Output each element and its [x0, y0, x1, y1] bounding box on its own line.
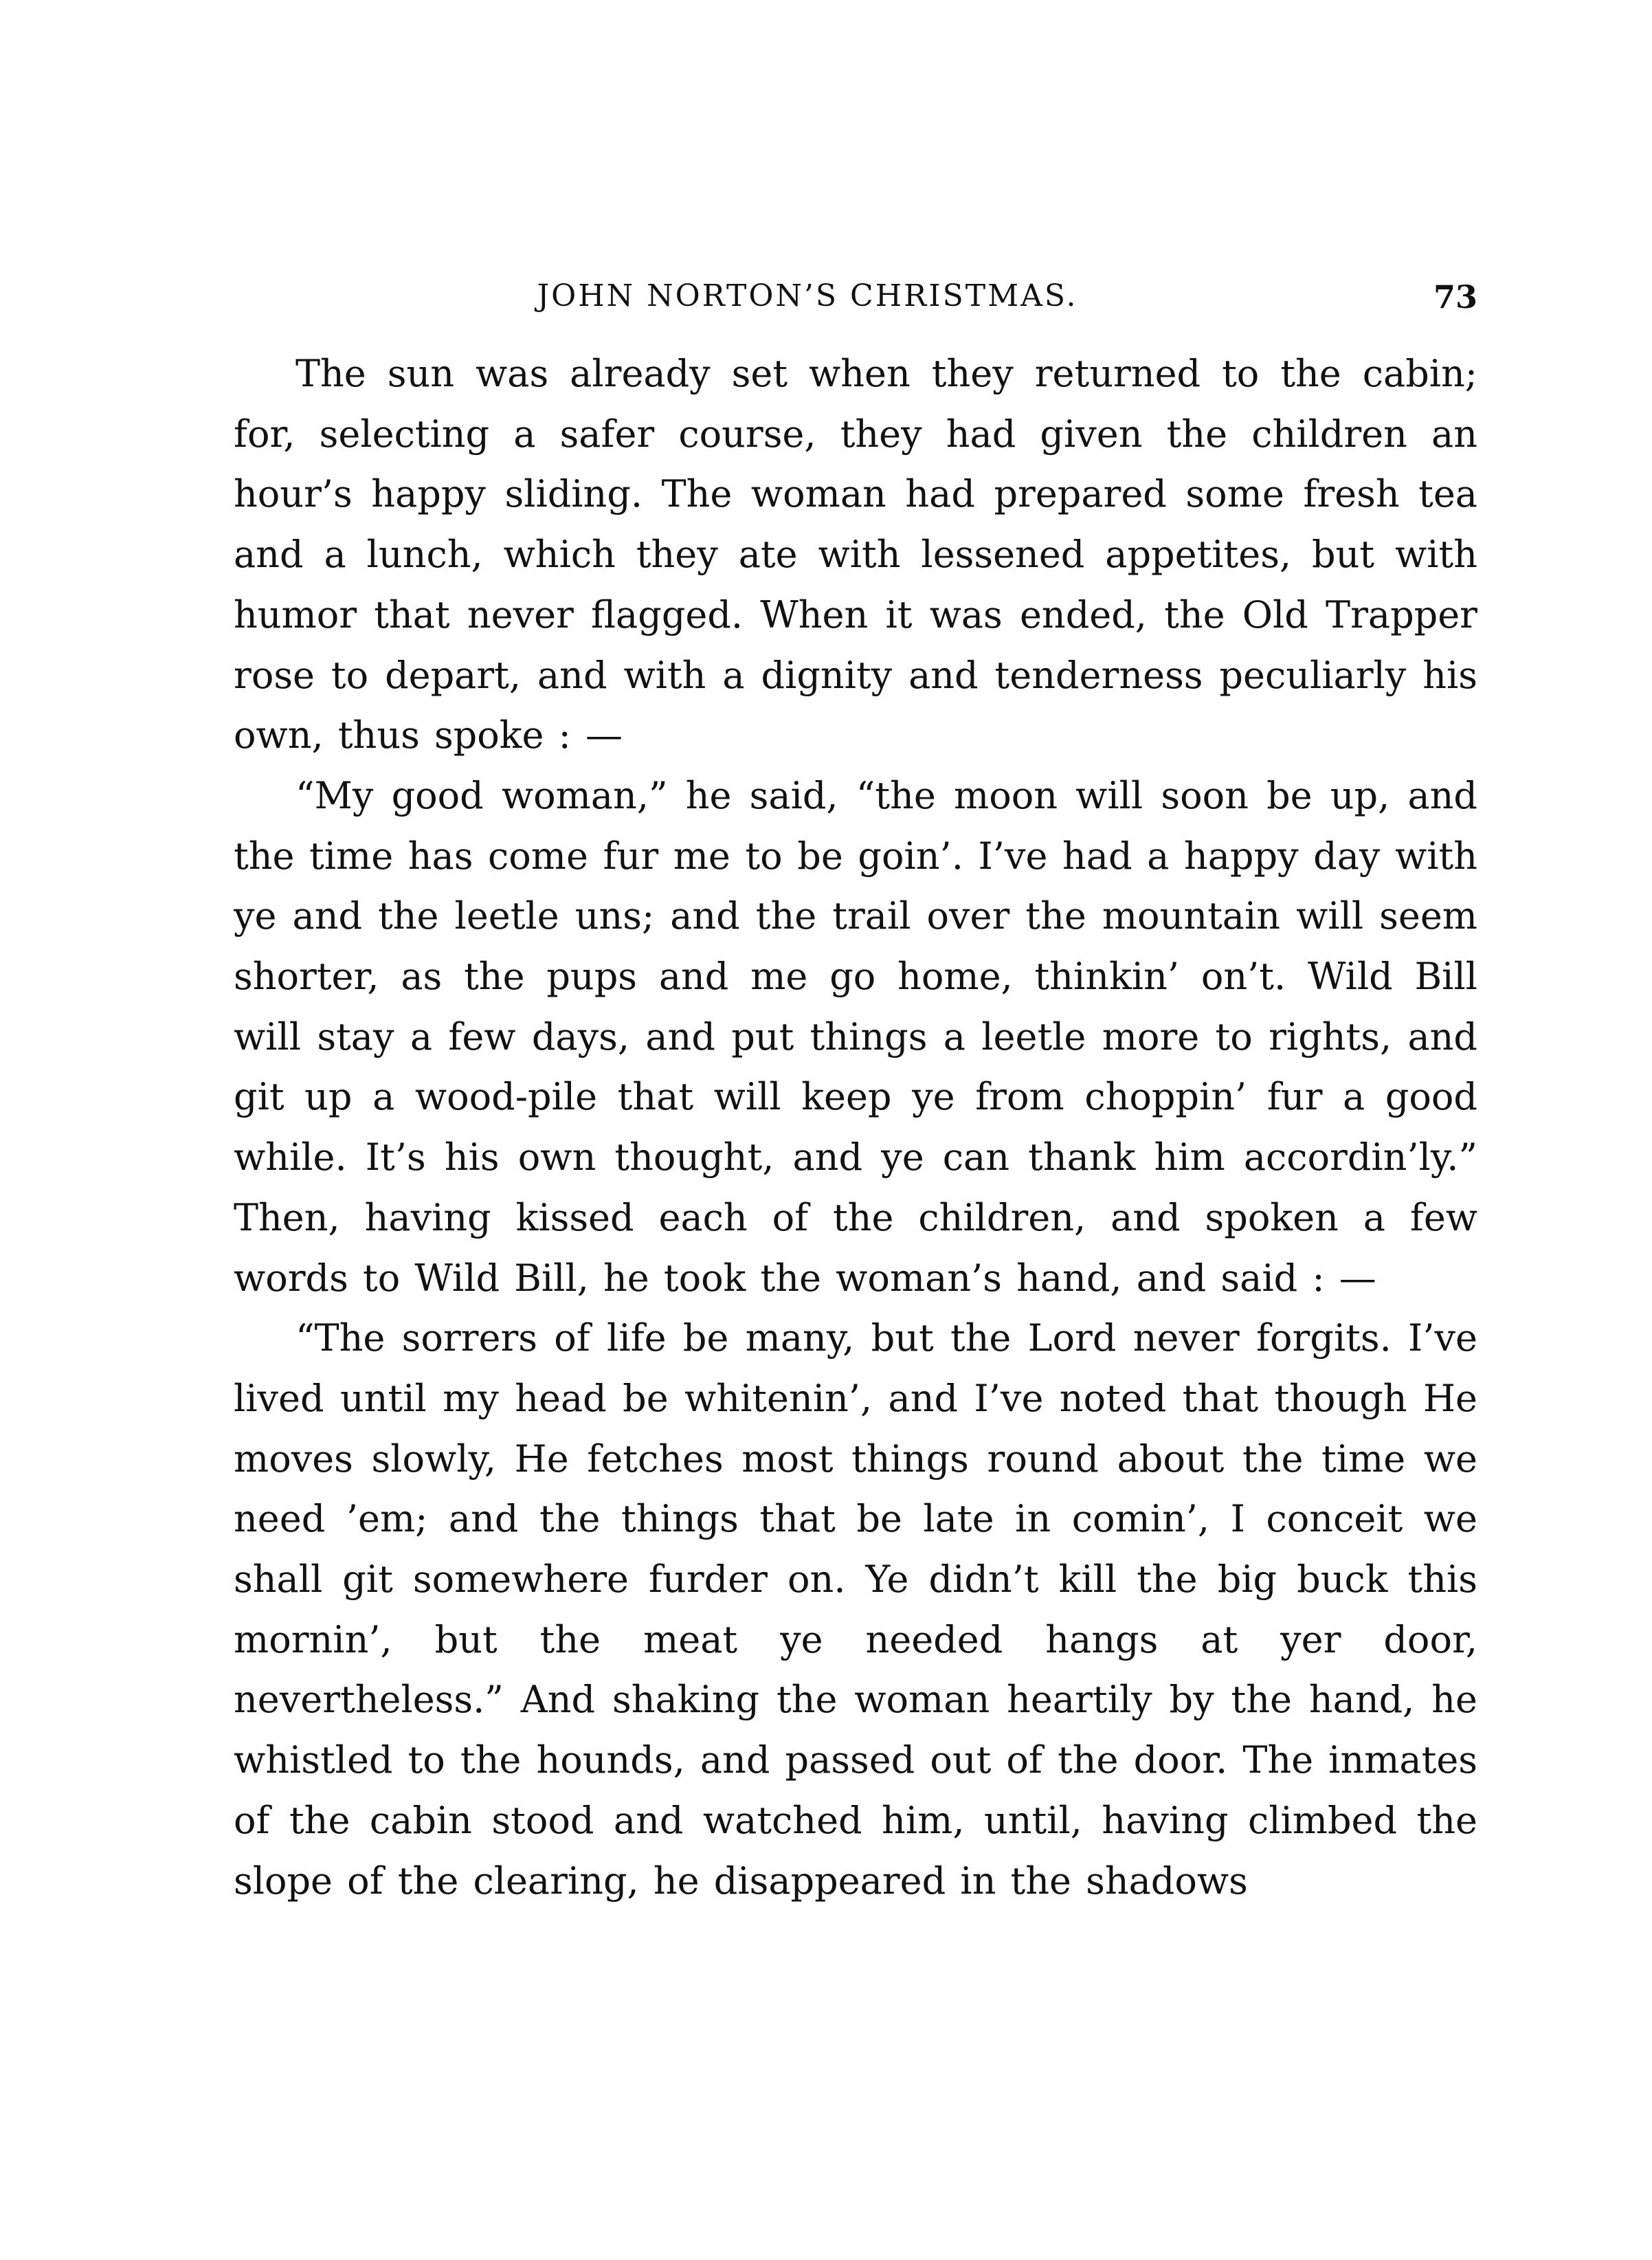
- paragraph-1: The sun was already set when they returned to the cabin; for, selecting a safer course, they had given the children an hour’s happy sliding. The woman had prepared some fresh tea and a lunch, which they ate with lessened appetites, but with humor that never flagged. When it was ended, the Old Trapper rose to depart, and with a dignity and tenderness peculiarly his own, thus spoke : —: [234, 352, 1477, 757]
- running-head: [234, 278, 1477, 326]
- page-number: 73: [1433, 278, 1477, 315]
- paragraph-2: “My good woman,” he said, “the moon will soon be up, and the time has come fur me to be goin’. I’ve had a happy day with ye and the leetle uns; and the trail over the mountain will seem shorter, as the pups and me go home, thinkin’ on’t. Wild Bill will stay a few days, and put things a leetle more to rights, and git up a wood-pile that will keep ye from choppin’ fur a good while. It’s his own thought, and ye can thank him accordin’ly.” Then, having kissed each of the children, and spoken a few words to Wild Bill, he took the woman’s hand, and said : —: [234, 773, 1477, 1300]
- body-text: [234, 344, 1477, 1911]
- running-title: JOHN NORTON’S CHRISTMAS.: [537, 278, 1078, 313]
- paragraph-3: “The sorrers of life be many, but the Lord never forgits. I’ve lived until my head be whitenin’, and I’ve noted that though He moves slowly, He fetches most things round about the time we need ’em; and the things that be late in comin’, I conceit we shall git somewhere furder on. Ye didn’t kill the big buck this mornin’, but the meat ye needed hangs at yer door, nevertheless.” And shaking the woman heartily by the hand, he whistled to the hounds, and passed out of the door. The inmates of the cabin stood and watched him, until, having climbed the slope of the clearing, he disappeared in the shadows: [234, 1316, 1477, 1903]
